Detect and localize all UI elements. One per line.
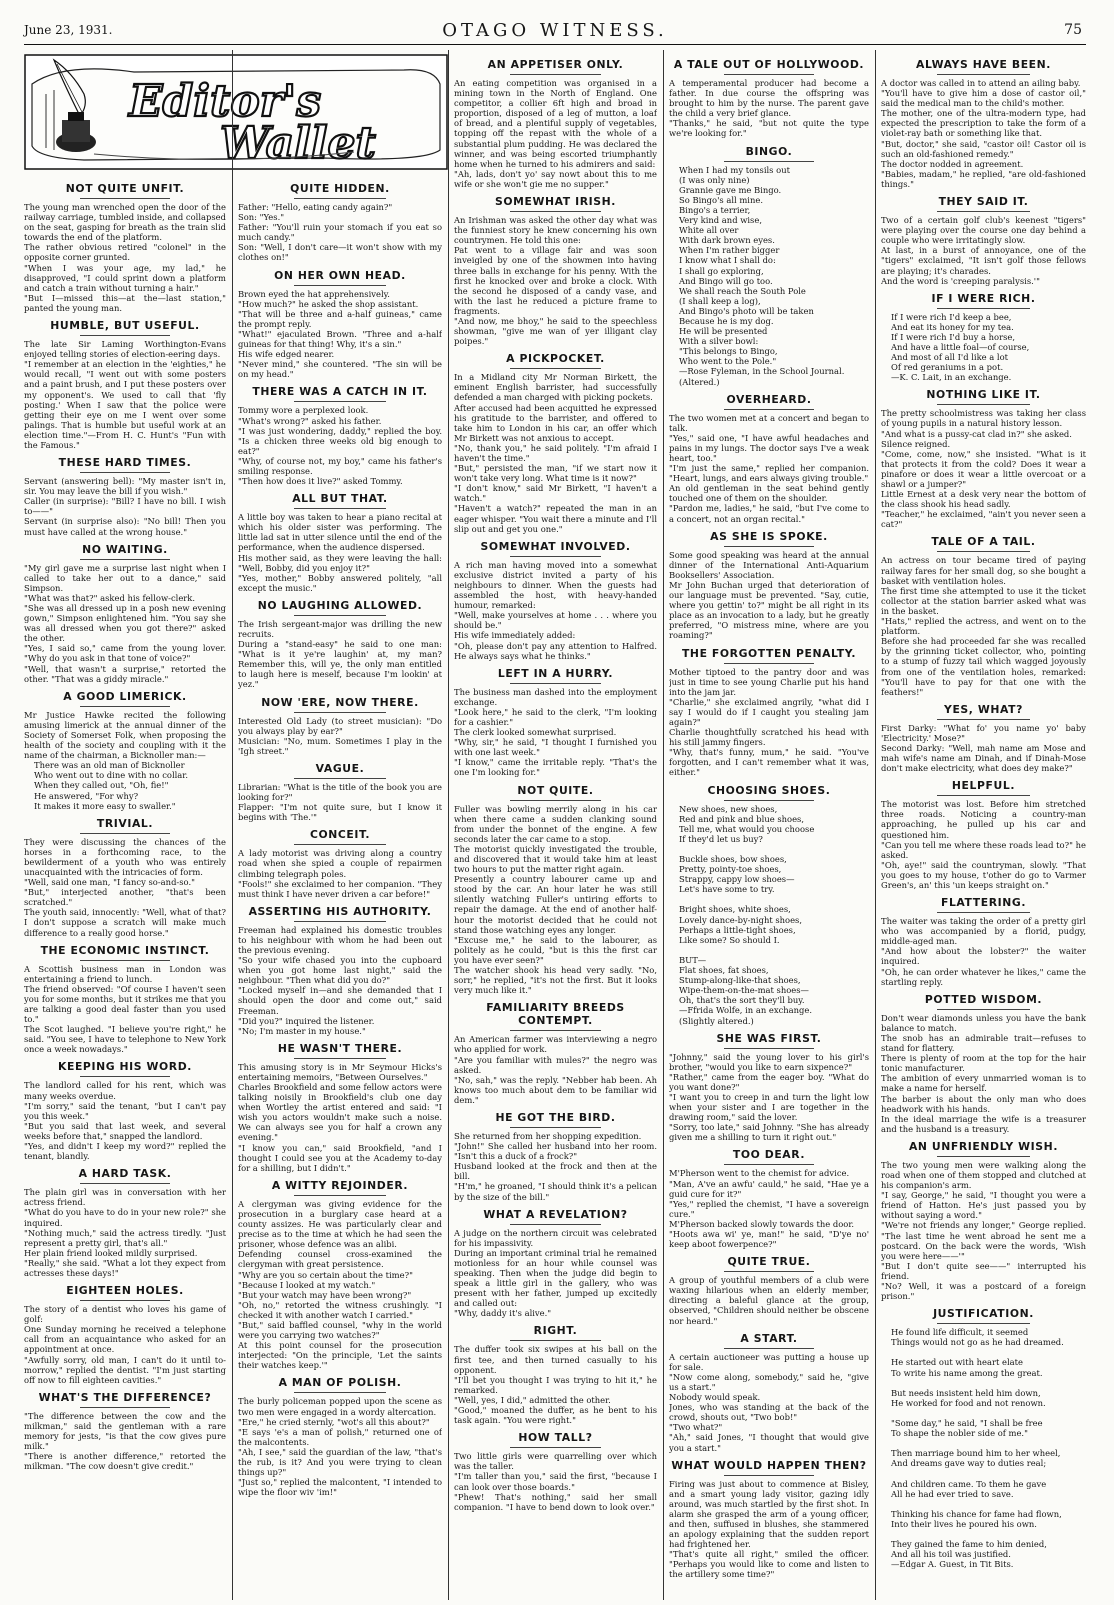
article-headline: A PICKPOCKET. [506, 352, 605, 366]
article [454, 540, 657, 661]
article-body: An Irishman was asked the other day what was the funniest story he knew concerning his own countrymen. He told this one: Pat went to a village fair and was soon inveigled by one of the showmen into having three balls in exchange for his penny. With the first he knocked over and broke a clock. With the second he disposed of a candy vase, and with the last he reduced a picture frame to fragments. "And now, me bhoy," he said to the speechless showman, "give me wan of yer illigant clay poipes." [454, 215, 657, 347]
article [881, 703, 1086, 773]
column-rule [232, 50, 233, 1600]
headline-rule [724, 74, 814, 75]
headline-rule [937, 1009, 1029, 1010]
headline-rule [80, 472, 171, 473]
article-body: An actress on tour became tired of paying railway fares for her small dog, so she bought a basket with ventilation holes. The first time she attempted to use it the ticket collector at the station barrier asked what was in the basket. "Hats," replied the actress, and went on to the platform. Before she had proceeded far she was recalled by the grinning ticket collector, who, pointing to a stump of fuzzy tail which wagged joyously from one of the ventilation holes, remarked: "You'll have to pay for that one with the feathers!" [881, 555, 1086, 697]
article-headline: A MAN OF POLISH. [278, 1376, 402, 1390]
article-headline: ALWAYS HAVE BEEN. [916, 58, 1051, 71]
article-headline: THESE HARD TIMES. [58, 456, 192, 470]
article-body: Fuller was bowling merrily along in his car when there came a sudden clanking sound from under the bonnet of the engine. A few seconds later the car came to a stop. The motorist quickly investigated the trouble, and discovered that it would take him at least two hours to put the matter right again. Presently a country labourer came up and stood by the car. An hour later he was still silently watching Fuller's untiring efforts to repair the damage. At the end of another half-hour the motorist decided that he could not stand those watching eyes any longer. "Excuse me," he said to the labourer, as politely as he could, "but is this the first car you have ever seen?" The watcher shook his head very sadly. "No, sorr," he replied, "it's not the first. But it looks very much like it." [454, 803, 657, 996]
article-body: The plain girl was in conversation with her actress friend. "What do you have to do in your new role?" she inquired. "Nothing much," said the actress tiredly. "Just represent a pretty girl, that's all." Her plain friend looked mildly surprised. "Really," she said. "What a lot they expect from actresses these days!" [24, 1187, 226, 1278]
article [238, 385, 442, 486]
headline-rule [294, 285, 386, 286]
article-verse: When I had my tonsils out (I was only nine) Grannie gave me Bingo. So Bingo's all mine. Bingo's a terrier, Very kind and wise, White all over With dark brown eyes. When I'm rather bigger I know what I shall do: I shall go exploring, And Bingo will go too. We shall reach the South Pole (I shall keep a log), And Bingo's photo will be taken Because he is my dog. He will be presented With a silver bowl: "This belongs to Bingo, Who went to the Pole." —Rose Fyleman, in the School Journal. (Altered.) [679, 164, 845, 387]
article [238, 492, 442, 593]
headline-rule [724, 800, 814, 801]
article-headline: IF I WERE RICH. [931, 291, 1036, 305]
headline-rule [80, 198, 171, 199]
article-body: The Irish sergeant-major was drilling the new recruits. During a "stand-easy" he said to one man: "What is it ye're laughin' at, my man? Remember this, will ye, the only man entitled to laugh here is meself, because I'm lookin' at yez." [238, 618, 442, 690]
article-headline: THERE WAS A CATCH IN IT. [252, 385, 428, 399]
headline-rule [724, 1164, 814, 1165]
column-5 [881, 52, 1086, 1600]
headline-rule [724, 1475, 814, 1476]
article-body: The late Sir Laming Worthington-Evans enjoyed telling stories of election-eering days. "I remember at an election in the 'eighties," he would recall, "I went out with some posters and a paint brush, and I put these posters over my opponent's. We used to call that 'fly posting.' When I saw that the police were getting their eye on me I went over some palings. That is humble but useful work at an election time."—From H. C. Hunt's "Fun with the Famous." [24, 339, 226, 450]
article [881, 292, 1086, 383]
issue-date: June 23, 1931. [24, 23, 113, 37]
article [881, 1307, 1086, 1569]
article [24, 944, 226, 1055]
article [24, 1391, 226, 1472]
banner-title-line1: Editor's [129, 76, 322, 127]
article-headline: LEFT IN A HURRY. [497, 666, 614, 680]
article [669, 530, 869, 641]
article-body: Mother tiptoed to the pantry door and was just in time to see young Charlie put his hand into the jam jar. "Charlie," she exclaimed angrily, "what did I say I would do if I caught you stealing jam again?" Charlie thoughtfully scratched his head with his still jammy fingers. "Why, that's funny, mum," he said. "You've forgotten, and I can't remember what it was, either." [669, 666, 869, 778]
article-headline: A TALE OUT OF HOLLYWOOD. [673, 58, 865, 71]
article-body: An eating competition was organised in a mining town in the North of England. One competitor, a collier 6ft high and broad in proportion, disposed of a leg of mutton, a loaf of bread, and a plentiful supply of vegetables, topping off the repast with the whole of a substantial plum pudding. He was declared the winner, and was being escorted triumphantly home when he turned to his admirers and said: "Ah, lads, don't yo' say nowt about this to me wife or she won't gie me no supper." [454, 78, 657, 189]
article [238, 599, 442, 690]
article-headline: VAGUE. [315, 761, 365, 775]
headline-rule [80, 1300, 171, 1301]
article [24, 1060, 226, 1161]
article [669, 784, 869, 1026]
article-body: Two of a certain golf club's keenest "tigers" were playing over the course one day behind a couple who were irritatingly slow. At last, in a burst of annoyance, one of the "tigers" exclaimed, "It isn't golf those fellows are playing; it's charades. And the word is 'creeping paralysis.'" [881, 215, 1086, 286]
article-body: The duffer took six swipes at his ball on the first tee, and then turned casually to his opponent. "I'll bet you thought I was trying to hit it," he remarked. "Well, yes, I did," admitted the other. "Good," moaned the duffer, as he bent to his task again. "You were right." [454, 1344, 657, 1426]
article-body: The waiter was taking the order of a pretty girl who was accompanied by a florid, pudgy, middle-aged man. "And how about the lobster?" the waiter inquired. "Oh, he can order whatever he likes," came the startling reply. [881, 916, 1086, 987]
article-body: Some good speaking was heard at the annual dinner of the International Anti-Aquarium Booksellers' Association. Mr John Buchan urged that deterioration of our language must be prevented. "Say, cutie, where you gettin' to?" might be all right in its place as an invocation to a lady, but he greatly preferred, "O mistress mine, where are you roaming?" [669, 549, 869, 641]
article [238, 269, 442, 380]
article [24, 543, 226, 684]
article-headline: AN APPETISER ONLY. [487, 58, 624, 71]
article-body: A Scottish business man in London was entertaining a friend to lunch. The friend observed: "Of course I haven't seen you for some months, but it strikes me that you are talking a good deal faster than you used to." The Scot laughed. "I believe you're right," he said. "You see, I have to telephone to New York once a week nowadays." [24, 963, 226, 1055]
article-body: The young man wrenched open the door of the railway carriage, tumbled inside, and collapsed on the seat, gasping for breath as the train slid towards the end of the platform. The rather obvious retired "colonel" in the opposite corner grunted. "When I was your age, my lad," he disapproved, "I could sprint down a platform and catch a train without turning a hair." "But I—missed this—at the—last station," panted the young man. [24, 202, 226, 313]
headline-rule [80, 1407, 171, 1408]
headline-rule [294, 778, 386, 779]
article [238, 182, 442, 263]
article-headline: HE GOT THE BIRD. [495, 1110, 616, 1124]
article-headline: AN UNFRIENDLY WISH. [908, 1139, 1059, 1153]
article [881, 993, 1086, 1134]
article-headline: NO WAITING. [82, 542, 168, 556]
headline-rule [937, 1156, 1029, 1157]
article [24, 1284, 226, 1385]
headline-rule [510, 800, 601, 801]
headline-rule [80, 833, 171, 834]
headline-rule [937, 1323, 1029, 1324]
article [454, 195, 657, 346]
article-headline: POTTED WISDOM. [924, 992, 1043, 1006]
article [454, 58, 657, 189]
headline-rule [937, 912, 1029, 913]
article-headline: WHAT A REVELATION? [483, 1207, 628, 1221]
article-body: Brown eyed the hat apprehensively. "How much?" he asked the shop assistant. "That will be three and a-half guineas," came the prompt reply. "What!" ejaculated Brown. "Three and a-half guineas for that thing! Why, it's a sin." His wife edged nearer. "Never mind," she countered. "The sin will be on my head." [238, 288, 442, 380]
article [238, 1179, 442, 1371]
headline-rule [510, 683, 601, 684]
headline-rule [294, 198, 386, 199]
headline-rule [510, 1340, 601, 1341]
article-verse: If I were rich I'd keep a bee, And eat its honey for my tea. If I were rich I'd buy a horse, And have a little foal—of course, And most of all I'd like a lot Of red geraniums in a pot. —K. C. Lait, in an exchange. [891, 311, 1030, 383]
article-body: A doctor was called in to attend an ailing baby. "You'll have to give him a dose of castor oil," said the medical man to the child's mother. The mother, one of the ultra-modern type, had expected the prescription to take the form of a violet-ray bath or something like that. "But, doctor," she said, "castor oil! Castor oil is such an old-fashioned remedy." The doctor nodded in agreement. "Babies, madam," he replied, "are old-fashioned things." [881, 78, 1086, 189]
article-headline: JUSTIFICATION. [933, 1307, 1034, 1321]
article-verse: He found life difficult, it seemed Things would not go as he had dreamed. He started out with heart elate To write his name among the great. But needs insistent held him down, He worked for food and not renown. "Some day," he said, "I shall be free To shape the nobler side of me." Then marriage bound him to her wheel, And dreams gave way to duties real; And children came. To them he gave All he had ever tried to save. Thinking his chance for fame had flown, Into their lives he poured his own. They gained the fame to him denied, And all his toil was justified. —Edgar A. Guest, in Tit Bits. [891, 1327, 1064, 1570]
article-body: The business man dashed into the employment exchange. "Look here," he said to the clerk, "I'm looking for a cashier." The clerk looked somewhat surprised. "Why, sir," he said, "I thought I furnished you with one last week." "I know," came the irritable reply. "That's the one I'm looking for." [454, 686, 657, 778]
article-body: The two young men were walking along the road when one of them stopped and clutched at his companion's arm. "I say, George," he said, "I thought you were a friend of Hatton. He's just passed you by without saying a word." "We're not friends any longer," George replied. "The last time he went abroad he sent me a postcard. On the back were the words, 'Wish you were here——'" "But I don't quite see——" interrupted his friend. "No? Well, it was a postcard of a foreign prison." [881, 1159, 1086, 1302]
article-body: The story of a dentist who loves his game of golf: One Sunday morning he received a telephone call from an acquaintance who asked for an appointment at once. "Awfully sorry, old man, I can't do it until to-morrow," replied the dentist. "I'm just starting off now to fill eighteen cavities." [24, 1304, 226, 1385]
headline-rule [294, 1392, 386, 1393]
article-headline: ASSERTING HIS AUTHORITY. [248, 904, 432, 918]
article-headline: A GOOD LIMERICK. [63, 689, 187, 703]
article [881, 896, 1086, 987]
article [881, 779, 1086, 890]
headline-rule [80, 1183, 171, 1184]
article-body: "Johnny," said the young lover to his girl's brother, "would you like to earn sixpence?" "Rather," came from the eager boy. "What do you want done?" "I want you to creep in and turn the light low when your sister and I are together in the drawing room," said the lover. "Sorry, too late," said Johnny. "She has already given me a shilling to turn it right out." [669, 1051, 869, 1143]
article-body: A rich man having moved into a somewhat exclusive district invited a party of his neighbours to dinner. When the guests had assembled the host, with heavy-handed humour, remarked: "Well, make yourselves at home . . . where you should be." His wife immediately added: "Oh, please don't pay any attention to Halfred. He always says what he thinks." [454, 559, 657, 661]
headline-rule [724, 409, 814, 410]
article-headline: CONCEIT. [309, 828, 371, 842]
column-rule [448, 50, 449, 1600]
headline-rule [937, 795, 1029, 796]
column-4 [669, 52, 869, 1600]
article-body: She returned from her shopping expedition. "John!" She called her husband into her room. "Isn't this a duck of a frock?" Husband looked at the frock and then at the bill. "H'm," he groaned, "I should think it's a pelican by the size of the bill." [454, 1130, 657, 1202]
article [669, 1255, 869, 1325]
headline-rule [510, 211, 601, 212]
headline-rule [80, 1076, 171, 1077]
article [454, 1111, 657, 1202]
editors-wallet-banner [24, 54, 448, 170]
article [669, 58, 869, 139]
article-headline: WHAT'S THE DIFFERENCE? [38, 1390, 212, 1404]
article-headline: FLATTERING. [940, 896, 1027, 910]
article-headline: A START. [740, 1331, 798, 1345]
article [24, 182, 226, 313]
column-1 [24, 176, 226, 1600]
article [454, 352, 657, 534]
article-body: "My girl gave me a surprise last night when I called to take her out to a dance," said Simpson. "What was that?" asked his fellow-clerk. "She was all dressed up in a posh new evening gown," Simpson enlightened him. "You say she was all dressed when you got there?" asked the other. "Yes, I said so," came from the young lover. "Why do you ask in that tone of voice?" "Well, that wasn't a surprise," retorted the other. "That was a giddy miracle." [24, 562, 226, 684]
article-body: M'Pherson went to the chemist for advice. "Man, A've an awfu' cauld," he said, "Hae ye a guid cure for it?" "Yes," replied the chemist, "I have a sovereign cure." M'Pherson backed slowly towards the door. "Hoots awa wi' ye, man!" he said, "D'ye no' keep aboot fowerpence?" [669, 1168, 869, 1250]
headline-rule [937, 211, 1029, 212]
column-rule [663, 50, 664, 1600]
article-headline: SOMEWHAT INVOLVED. [480, 539, 631, 553]
article [24, 319, 226, 450]
article [881, 535, 1086, 696]
article-body: "The difference between the cow and the milkman," said the gentleman with a rare memory for jests, "is that the cow gives pure milk." "There is another difference," retorted the milkman. "The cow doesn't give credit." [24, 1410, 226, 1472]
article [454, 667, 657, 778]
article-headline: A HARD TASK. [78, 1167, 172, 1181]
headline-rule [510, 1030, 601, 1031]
article-headline: SHE WAS FIRST. [716, 1031, 822, 1045]
article-body: A temperamental producer had become a father. In due course the offspring was brought to him by the nurse. The parent gave the child a very brief glance. "Thanks," he said, "but not quite the type we're looking for." [669, 78, 869, 139]
article [669, 1032, 869, 1143]
article [454, 1324, 657, 1425]
article-body: The motorist was lost. Before him stretched three roads. Noticing a country-man approaching, he pulled up his car and questioned him. "Can you tell me where these roads lead to?" he asked. "Oh, aye!" said the countryman, slowly. "That you goes to my house, t'other do go to Varmer Green's, an' this 'un keeps straight on." [881, 799, 1086, 890]
article [669, 1332, 869, 1453]
article-body: First Darky: "What fo' you name yo' baby 'Electricity.' Mose?" Second Darky: "Well, mah name am Mose and mah wife's name am Dinah, and if Dinah-Mose don't make electricity, what does dey make?" [881, 722, 1086, 774]
article-headline: OVERHEARD. [726, 392, 812, 406]
article-headline: THEY SAID IT. [938, 195, 1029, 209]
newspaper-title: OTAGO WITNESS. [442, 20, 668, 41]
article-body: Freeman had explained his domestic troubles to his neighbour with whom he had been out the previous evening. "So your wife chased you into the cupboard when you got home last night," said the neighbour. "Then what did you do?" "Locked myself in—and she demanded that I should open the door and come out," said Freeman. "Did you?" inquired the listener. "No; I'm master in my house." [238, 924, 442, 1036]
article-headline: QUITE TRUE. [727, 1255, 811, 1269]
headline-rule [80, 960, 171, 961]
headline-rule [80, 559, 171, 560]
article-body: Servant (answering bell): "My master isn't in, sir. You may leave the bill if you wish." Caller (in surprise): "Bill? I have no bill. I wish to——" Servant (in surprise also): "No bill! Then you must have called at the wrong house." [24, 476, 226, 537]
article [669, 1148, 869, 1249]
article-headline: THE ECONOMIC INSTINCT. [40, 943, 210, 957]
headline-rule [294, 1058, 386, 1059]
article-headline: AS SHE IS SPOKE. [710, 529, 828, 543]
article-headline: ON HER OWN HEAD. [274, 268, 406, 282]
article-body: The landlord called for his rent, which was many weeks overdue. "I'm sorry," said the tenant, "but I can't pay you this week." "But you said that last week, and several weeks before that," snapped the landlord. "Yes, and didn't I keep my word?" replied the tenant, blandly. [24, 1080, 226, 1162]
article [238, 1042, 442, 1173]
article [669, 393, 869, 524]
article-headline: EIGHTEEN HOLES. [66, 1284, 184, 1298]
article [454, 1431, 657, 1512]
article-body: They were discussing the chances of the horses in a forthcoming race, to the bewilderment of a youth who was entirely unacquainted with the intricacies of form. "Well, said one man, "I fancy so-and-so." "But," interjected another, "that's been scratched." The youth said, innocently: "Well, what of that? I don't suppose a scratch will make much difference to a really good horse." [24, 836, 226, 938]
article-headline: YES, WHAT? [944, 702, 1023, 716]
article-body: Father: "Hello, eating candy again?" Son: "Yes." Father: "You'll ruin your stomach if you eat so much candy." Son: "Well, I don't care—it won't show with my clothes on!" [238, 202, 442, 263]
article-headline: KEEPING HIS WORD. [58, 1060, 192, 1074]
article [238, 905, 442, 1036]
headline-rule [510, 368, 601, 369]
headline-rule [937, 719, 1029, 720]
column-2 [238, 176, 442, 1600]
article-body: An American farmer was interviewing a negro who applied for work. "Are you familiar with mules?" the negro was asked. "No, sah," was the reply. "Nebber hab been. Ah knows too much about dem to be familiar wid dem." [454, 1034, 657, 1105]
article [669, 647, 869, 778]
headline-rule [294, 401, 386, 402]
headline-rule [724, 663, 814, 664]
article [238, 762, 442, 822]
column-rule [875, 50, 876, 1600]
article [669, 145, 869, 387]
article-headline: ALL BUT THAT. [292, 492, 388, 506]
masthead [24, 20, 1086, 45]
article-headline: HE WASN'T THERE. [277, 1041, 403, 1055]
article-headline: CHOOSING SHOES. [707, 783, 831, 797]
headline-rule [294, 615, 386, 616]
article-body: A judge on the northern circuit was celebrated for his impassivity. During an important criminal trial he remained motionless for an hour while counsel was speaking. Then when the judge did begin to speak a little girl in the gallery, who was present with her father, jumped up excitedly and called out: "Why, daddy it's alive." [454, 1227, 657, 1319]
article-headline: HELPFUL. [951, 779, 1016, 793]
headline-rule [294, 508, 386, 509]
headline-rule [937, 404, 1029, 405]
article [881, 388, 1086, 529]
article-body: The two women met at a concert and began to talk. "Yes," said one, "I have awful headaches and pains in my lungs. The doctor says I've a weak heart, too." "I'm just the same," replied her companion. "Heart, lungs, and ears always giving trouble." An old gentleman in the seat behind gently touched one of them on the shoulder. "Pardon me, ladies," he said, "but I've come to a concert, not an organ recital." [669, 412, 869, 524]
article-headline: QUITE HIDDEN. [290, 182, 390, 195]
article [24, 690, 226, 811]
headline-rule [294, 921, 386, 922]
article [238, 1376, 442, 1497]
article [24, 817, 226, 938]
article-headline: TRIVIAL. [96, 816, 154, 830]
article-headline: TOO DEAR. [732, 1148, 806, 1162]
article [881, 195, 1086, 286]
article-headline: NOTHING LIKE IT. [926, 388, 1041, 402]
headline-rule [80, 706, 171, 707]
article-body: A group of youthful members of a club were waxing hilarious when an elderly member, directing a baleful glance at the group, observed, "Children should neither be obscene nor heard." [669, 1275, 869, 1326]
headline-rule [294, 844, 386, 845]
article-headline: HUMBLE, BUT USEFUL. [50, 319, 200, 333]
article-body: Librarian: "What is the title of the book you are looking for?" Flapper: "I'm not quite sure, but I know it begins with 'The.'" [238, 781, 442, 823]
headline-rule [510, 556, 601, 557]
article-headline: WHAT WOULD HAPPEN THEN? [671, 1458, 867, 1472]
article-headline: TALE OF A TAIL. [931, 535, 1036, 549]
headline-rule [937, 551, 1029, 552]
headline-rule [294, 712, 386, 713]
article-verse: New shoes, new shoes, Red and pink and blue shoes, Tell me, what would you choose If they'd let us buy? Buckle shoes, bow shoes, Pretty, pointy-toe shoes, Strappy, cappy low shoes— Let's have some to try. Bright shoes, white shoes, Lovely dance-by-night shoes, Perhaps a little-tight shoes, Like some? So should I. BUT— Flat shoes, fat shoes, Stump-along-like-that shoes, Wipe-them-on-the-mat shoes— Oh, that's the sort they'll buy. —Ffrida Wolfe, in an exchange. (Slightly altered.) [679, 803, 815, 1026]
article [669, 1459, 869, 1580]
headline-rule [724, 1348, 814, 1349]
headline-rule [724, 161, 814, 162]
article [24, 1167, 226, 1278]
article-headline: NOT QUITE UNFIT. [65, 182, 185, 195]
article-body: Interested Old Lady (to street musician): "Do you always play by ear?" Musician: "No, mum. Sometimes I play in the 'Igh street." [238, 715, 442, 756]
article-body: A lady motorist was driving along a country road when she spied a couple of repairmen climbing telegraph poles. "Fools!" she exclaimed to her companion. "They must think I have never driven a car before!" [238, 848, 442, 899]
article-body: Mr Justice Hawke recited the following amusing limerick at the annual dinner of the Society of Somerset Folk, when proposing the health of the society and coupling with it the name of the chairman, a Bicknoller man:— [24, 709, 226, 761]
article [881, 1140, 1086, 1301]
article [238, 696, 442, 756]
article-body: A little boy was taken to hear a piano recital at which his older sister was performing. The little lad sat in utter silence until the end of the performance, when the audience dispersed. His mother said, as they were leaving the hall: "Well, Bobby, did you enjoy it?" "Yes, mother," Bobby answered politely, "all except the music." [238, 512, 442, 593]
headline-rule [724, 1271, 814, 1272]
article-headline: RIGHT. [533, 1324, 578, 1338]
article-headline: HOW TALL? [518, 1431, 593, 1445]
article [454, 784, 657, 996]
article-headline: FAMILIARITY BREEDS CONTEMPT. [486, 1001, 625, 1028]
headline-rule [80, 335, 171, 336]
article-verse: There was an old man of Bicknoller Who went out to dine with no collar. When they called out, "Oh, fie!" He answered, "For why? It makes it more easy to swaller." [34, 760, 189, 811]
article-body: The burly policeman popped upon the scene as two men were engaged in a wordy altercation. "Ere," he cried sternly, "wot's all this about?" "E says 'e's a man of polish," returned one of the malcontents. "Ah, I see," said the guardian of the law, "that's the rub, is it? And you were trying to clean things up?" "Just so," replied the malcontent, "I intended to wipe the floor wiv 'im!" [238, 1396, 442, 1498]
page-number: 75 [1064, 22, 1082, 38]
article-headline: SOMEWHAT IRISH. [495, 195, 616, 209]
headline-rule [510, 1447, 601, 1448]
headline-rule [937, 74, 1029, 75]
article-body: Tommy wore a perplexed look. "What's wrong?" asked his father. "I was just wondering, daddy," replied the boy. "Is a chicken three weeks old big enough to eat?" "Why, of course not, my boy," came his father's smiling response. "Then how does it live?" asked Tommy. [238, 405, 442, 487]
article-body: Don't wear diamonds unless you have the bank balance to match. The snob has an admirable trait—refuses to stand for flattery. There is plenty of room at the top for the hair tonic manufacturer. The ambition of every unmarried woman is to make a name for herself. The barber is about the only man who does headwork with his hands. In the ideal marriage the wife is a treasurer and the husband is a treasury. [881, 1012, 1086, 1134]
article-body: In a Midland city Mr Norman Birkett, the eminent English barrister, had successfully defended a man charged with picking pockets. After accused had been acquitted he expressed his gratitude to the barrister, and offered to take him to London in his car, an offer which Mr Birkett was not anxious to accept. "No, thank you," he said politely. "I'm afraid I haven't the time." "But," persisted the man, "if we start now it won't take very long. What time is it now?" "I don't know," said Mr Birkett, "I haven't a watch." "Haven't a watch?" repeated the man in an eager whisper. "You wait there a minute and I'll slip out and get you one." [454, 372, 657, 534]
article-headline: THE FORGOTTEN PENALTY. [681, 646, 857, 660]
banner-title-line2: Wallet [220, 118, 376, 169]
headline-rule [510, 74, 601, 75]
column-3 [454, 52, 657, 1600]
headline-rule [724, 1048, 814, 1049]
article-body: Two little girls were quarrelling over which was the taller. "I'm taller than you," said the first, "because I can look over those boards." "Phew! That's nothing," said her small companion. "I have to bend down to look over." [454, 1451, 657, 1512]
article-headline: NOW 'ERE, NOW THERE. [261, 695, 419, 709]
article [881, 58, 1086, 189]
article-headline: NOT QUITE. [517, 783, 594, 797]
article-body: This amusing story is in Mr Seymour Hicks's entertaining memoirs, "Between Ourselves." Charles Brookfield and some fellow actors were talking noisily in Brookfield's club one day when Wortley the artist entered and said: "I wish you actors wouldn't make such a noise. We can always see you for half a crown any evening." "I know you can," said Brookfield, "and I thought I could see you at the Academy to-day for a shilling, but I didn't." [238, 1061, 442, 1173]
article [454, 1208, 657, 1319]
article [454, 1001, 657, 1105]
article-body: A certain auctioneer was putting a house up for sale. "Now come along, somebody," said he, "give us a start." Nobody would speak. Jones, who was standing at the back of the crowd, shouts out, "Two bob!" "Two what?" "Ah," said Jones, "I thought that would give you a start." [669, 1351, 869, 1453]
headline-rule [510, 1224, 601, 1225]
article-headline: NO LAUGHING ALLOWED. [257, 598, 423, 612]
headline-rule [937, 308, 1029, 309]
article [238, 828, 442, 898]
article-headline: BINGO. [745, 144, 793, 158]
headline-rule [294, 1195, 386, 1196]
article-body: The pretty schoolmistress was taking her class of young pupils in a natural history lesson. "And what is a pussy-cat clad in?" she asked. Silence reigned. "Come, come, now," she insisted. "What is it that protects it from the cold? Does it wear a pinafore or does it wear a little overcoat or a shawl or a jumper?" Little Ernest at a desk very near the bottom of the class shook his head sadly. "Teacher," he exclaimed, "ain't you never seen a cat?" [881, 408, 1086, 530]
headline-rule [510, 1127, 601, 1128]
article-body: A clergyman was giving evidence for the prosecution in a burglary case heard at a county assizes. He was particularly clear and precise as to the time at which he had seen the prisoner, whose defence was an alibi. Defending counsel cross-examined the clergyman with great persistence. "Why are you so certain about the time?" "Because I looked at my watch." "But your watch may have been wrong?" "Oh, no," retorted the witness crushingly. "I checked it with another watch I carried." "But," said baffled counsel, "why in the world were you carrying two watches?" At this point counsel for the prosecution interjected: "On the principle, 'Let the saints their watches keep.'" [238, 1198, 442, 1371]
article-headline: A WITTY REJOINDER. [271, 1178, 409, 1192]
article-body: Firing was just about to commence at Bisley, and a smart young lady visitor, gazing idly around, was much startled by the first shot. In alarm she grasped the arm of a young officer, and then, suffused in blushes, she stammered an apology explaining that the sudden report had frightened her. "That's quite all right," smiled the officer. "Perhaps you would like to come and listen to the artillery some time?" [669, 1478, 869, 1580]
article [24, 456, 226, 537]
headline-rule [724, 546, 814, 547]
